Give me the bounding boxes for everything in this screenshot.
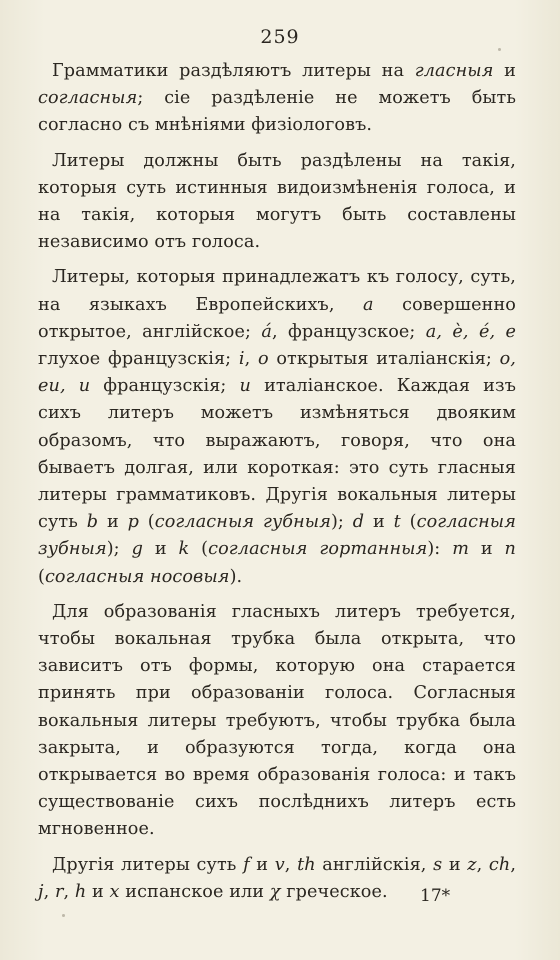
- body-text: [38, 58, 516, 914]
- printer-signature-mark: 17*: [420, 886, 451, 906]
- paper-speck: [498, 48, 501, 51]
- text-run: Грамматики раздѣляютъ литеры на: [52, 61, 415, 81]
- italic-run: f: [243, 854, 250, 875]
- italic-run: k: [178, 539, 190, 560]
- text-run: , французское;: [271, 321, 426, 342]
- text-run: испанское или: [119, 881, 270, 902]
- text-run: и: [493, 61, 516, 81]
- italic-run: согласныя зубныя: [38, 512, 516, 560]
- text-run: ,: [476, 854, 489, 875]
- text-run: и: [249, 854, 275, 875]
- text-run: (: [189, 539, 209, 560]
- text-run: глухое французскія;: [38, 349, 239, 370]
- text-run: ,: [63, 881, 75, 902]
- paper-speck: [62, 914, 65, 917]
- italic-run: m: [452, 539, 469, 560]
- text-run: Литеры должны быть раздѣлены на такія, которыя суть истинныя видоизмѣненія голоса, и на такія, которыя могутъ быть составлены независимо отъ голоса.: [38, 150, 516, 253]
- page-number: 259: [260, 26, 300, 48]
- italic-run: согласныя губныя: [154, 512, 331, 533]
- paragraph: [38, 148, 516, 257]
- italic-run: согласныя: [38, 88, 138, 109]
- italic-run: á: [261, 321, 272, 342]
- text-run: и: [468, 539, 505, 560]
- text-run: ,: [284, 854, 298, 875]
- italic-run: h: [74, 881, 87, 902]
- text-run: (: [138, 512, 155, 533]
- text-run: ; сіе раздѣленіе не можетъ быть согласно съ мнѣніями физіологовъ.: [38, 88, 516, 136]
- italic-run: x: [109, 881, 120, 902]
- paragraph: [38, 264, 516, 590]
- paragraph: [38, 599, 516, 844]
- text-run: (: [38, 566, 45, 587]
- italic-run: i: [238, 349, 245, 370]
- text-run: ,: [244, 349, 258, 370]
- italic-run: v: [274, 854, 285, 875]
- italic-run: o, eu, u: [38, 349, 516, 397]
- text-run: ,: [43, 881, 55, 902]
- text-run: );: [330, 512, 353, 533]
- text-run: и: [142, 539, 179, 560]
- italic-run: r: [54, 881, 64, 902]
- text-run: и: [442, 854, 468, 875]
- text-run: Литеры, которыя принадлежатъ къ голосу, суть, на языкахъ Европейскихъ,: [38, 267, 516, 315]
- text-run: греческое.: [280, 881, 388, 902]
- italic-run: ch: [488, 854, 511, 875]
- italic-run: s: [433, 854, 443, 875]
- italic-run: n: [504, 539, 516, 560]
- text-run: Другія литеры суть: [52, 854, 244, 875]
- text-run: англійскія,: [315, 854, 434, 875]
- paragraph: [38, 58, 516, 140]
- italic-run: χ: [269, 881, 281, 902]
- text-run: и: [364, 512, 394, 533]
- text-run: ).: [229, 566, 243, 587]
- italic-run: j: [38, 881, 44, 902]
- italic-run: o: [257, 349, 269, 370]
- italic-run: согласныя гортанныя: [208, 539, 428, 560]
- text-run: открытыя италіанскія;: [268, 349, 500, 370]
- italic-run: согласныя носовыя: [44, 566, 230, 587]
- text-run: и: [98, 512, 128, 533]
- text-run: ,: [510, 854, 517, 875]
- text-run: италіанское. Каждая изъ сихъ литеръ можетъ измѣняться двояким образомъ, что выражаютъ, говоря, что она бываетъ долгая, или короткая: это суть гласныя литеры грамматиковъ. Другія вокальныя литеры суть: [38, 376, 516, 533]
- italic-run: b: [86, 512, 99, 533]
- text-run: );: [106, 539, 132, 560]
- italic-run: a: [363, 294, 374, 315]
- text-run: Для образованія гласныхъ литеръ требуется, чтобы вокальная трубка была открыта, что зависитъ отъ формы, которую она старается принять при образованіи голоса. Согласныя вокальныя литеры требуютъ, чтобы трубка была закрыта, и образуются тогда, когда она открывается во время образованія голоса: и такъ существованіе сихъ послѣднихъ литеръ есть мгновенное.: [38, 601, 516, 840]
- italic-run: th: [297, 854, 316, 875]
- italic-run: g: [131, 539, 143, 560]
- italic-run: a, è, é, e: [425, 321, 517, 342]
- text-run: совершенно открытое, англійское;: [38, 294, 516, 342]
- text-run: и: [86, 881, 110, 902]
- italic-run: u: [239, 376, 251, 397]
- italic-run: t: [393, 512, 401, 533]
- italic-run: гласныя: [414, 61, 494, 81]
- italic-run: d: [352, 512, 365, 533]
- italic-run: p: [127, 512, 139, 533]
- text-run: (: [400, 512, 417, 533]
- italic-run: z: [467, 854, 477, 875]
- text-run: ):: [427, 539, 453, 560]
- text-run: французскія;: [90, 376, 240, 397]
